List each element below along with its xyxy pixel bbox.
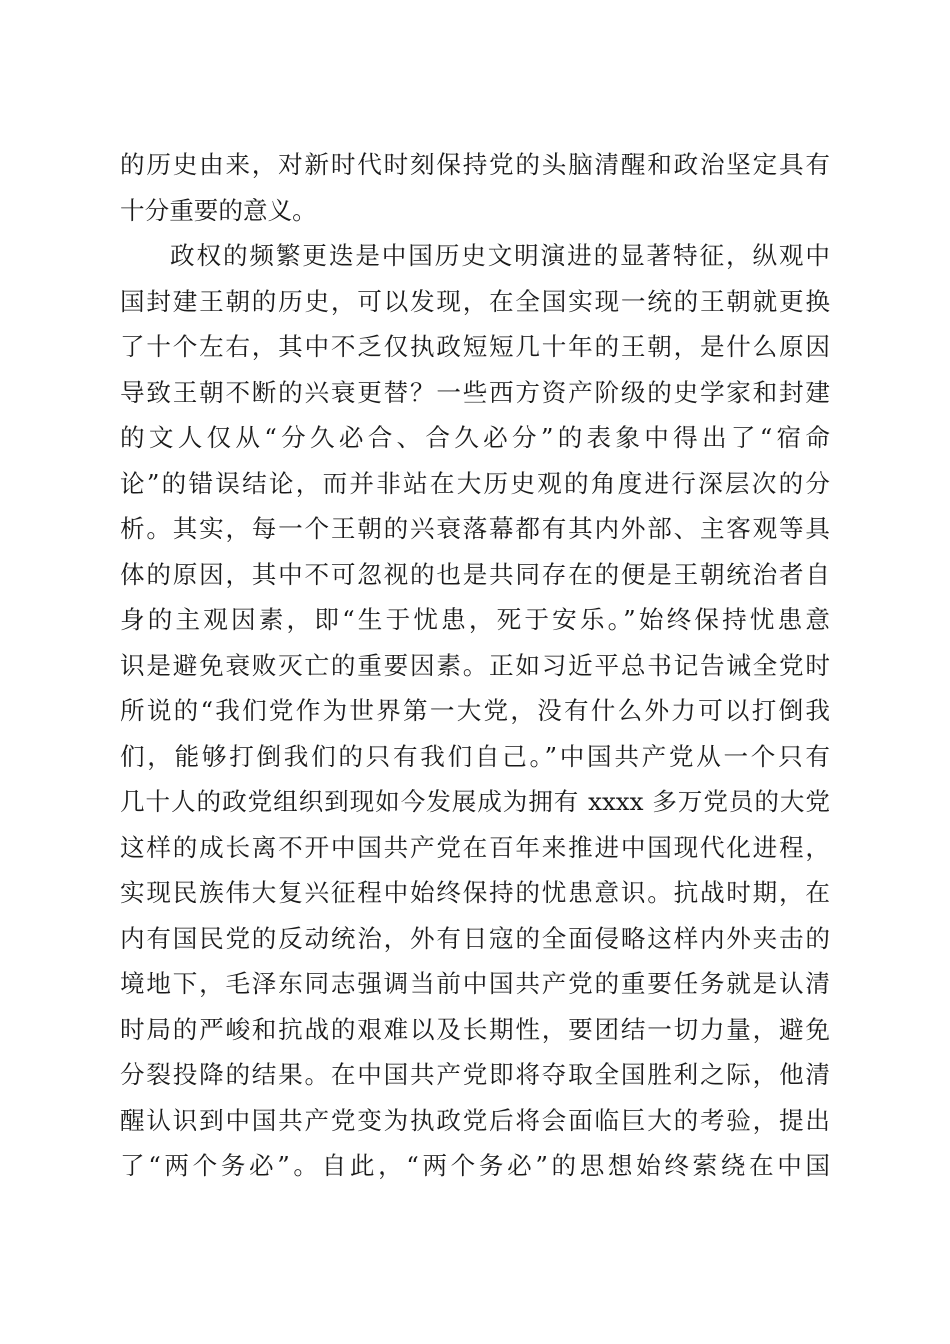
text-line: 的历史由来，对新时代时刻保持党的头脑清醒和政治坚定具有 [120,150,830,179]
paragraph-continuation [120,142,830,233]
document-body [120,142,830,1189]
text-line: 几十人的政党组织到现如今发展成为拥有 xxxx 多万党员的大党 [120,787,830,816]
text-line: 了十个左右，其中不乏仅执政短短几十年的王朝，是什么原因 [120,332,830,361]
text-line: 分裂投降的结果。在中国共产党即将夺取全国胜利之际，他清 [120,1060,830,1089]
text-line: 体的原因，其中不可忽视的也是共同存在的便是王朝统治者自 [120,559,830,589]
text-line: 十分重要的意义。 [120,195,317,225]
text-line: 内有国民党的反动统治，外有日寇的全面侵略这样内外夹击的 [120,923,830,953]
text-line: 了“两个务必”。自此，“两个务必”的思想始终萦绕在中国 [120,1151,830,1180]
text-line: 时局的严峻和抗战的艰难以及长期性，要团结一切力量，避免 [120,1014,830,1044]
text-line: 论”的错误结论，而并非站在大历史观的角度进行深层次的分 [120,468,830,498]
text-line: 这样的成长离不开中国共产党在百年来推进中国现代化进程， [120,832,830,862]
text-line: 导致王朝不断的兴衰更替？一些西方资产阶级的史学家和封建 [120,377,830,407]
text-line: 所说的“我们党作为世界第一大党，没有什么外力可以打倒我 [120,696,830,725]
text-line: 国封建王朝的历史，可以发现，在全国实现一统的王朝就更换 [120,286,830,316]
text-line: 析。其实，每一个王朝的兴衰落幕都有其内外部、主客观等具 [120,514,830,543]
text-line: 境地下，毛泽东同志强调当前中国共产党的重要任务就是认清 [120,969,830,998]
text-line: 实现民族伟大复兴征程中始终保持的忧患意识。抗战时期，在 [120,878,830,907]
text-line: 身的主观因素，即“生于忧患，死于安乐。”始终保持忧患意 [120,605,830,634]
text-line: 们，能够打倒我们的只有我们自己。”中国共产党从一个只有 [120,741,830,771]
text-line: 的文人仅从“分久必合、合久必分”的表象中得出了“宿命 [120,423,830,452]
text-line: 识是避免衰败灭亡的重要因素。正如习近平总书记告诫全党时 [120,650,830,680]
paragraph-main [120,233,830,1189]
text-line: 醒认识到中国共产党变为执政党后将会面临巨大的考验，提出 [120,1105,830,1135]
text-line: 政权的频繁更迭是中国历史文明演进的显著特征，纵观中 [170,241,830,270]
